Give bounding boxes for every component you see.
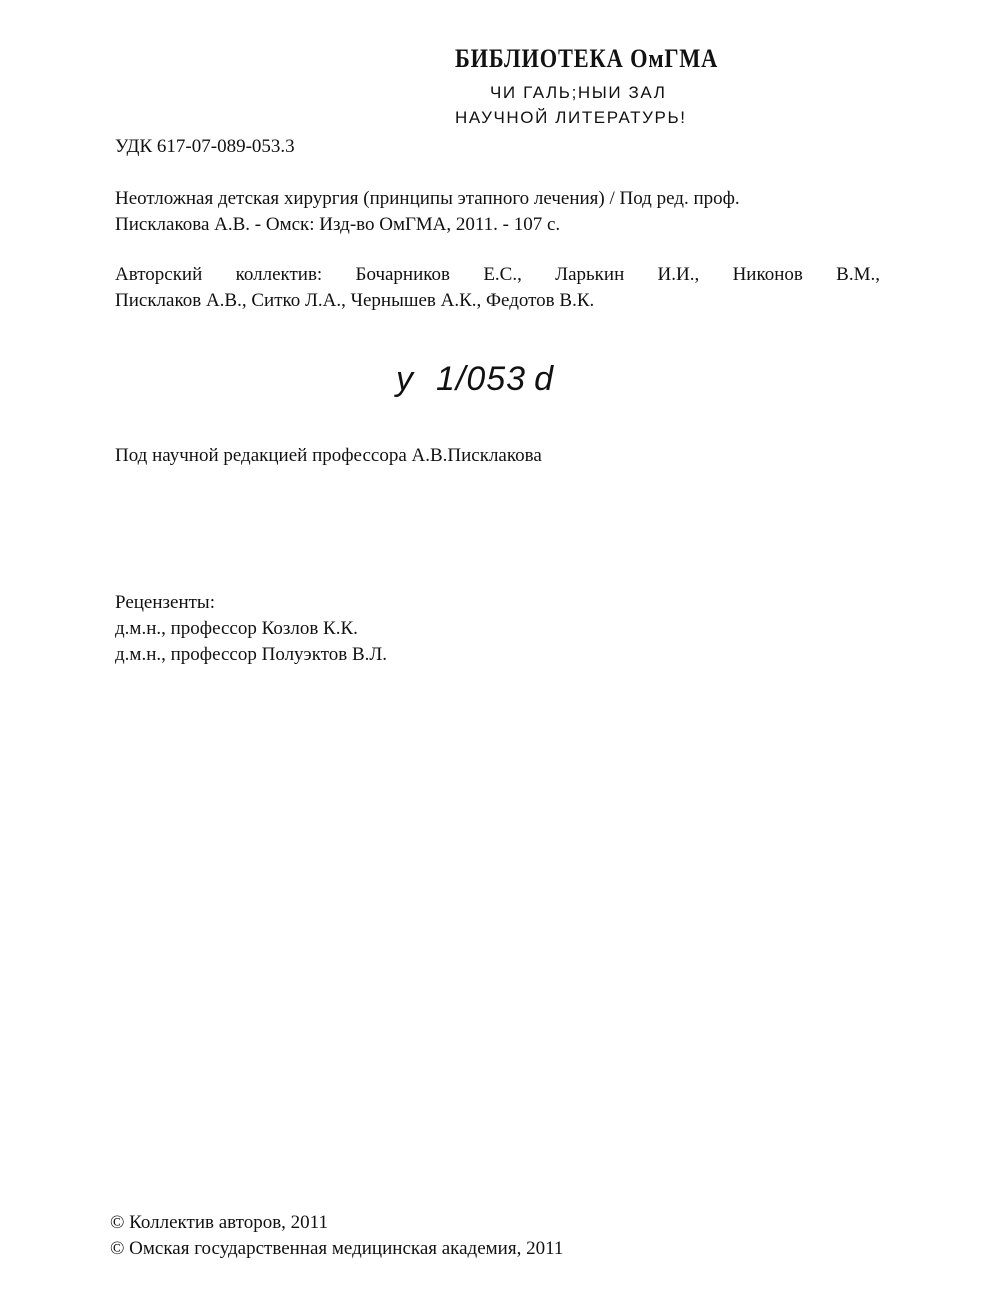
library-stamp-line-1: ЧИ ГАЛЬ;НЫИ ЗАЛ [490,83,667,102]
copyright-line-1: © Коллектив авторов, 2011 [110,1212,328,1233]
authors-line-1: Авторский коллектив: Бочарников Е.С., Ларькин И.И., Никонов В.М., [115,264,880,285]
bibliographic-line-2: Писклакова А.В. - Омск: Изд-во ОмГМА, 2011. - 107 с. [115,214,561,235]
reviewer-1: д.м.н., профессор Козлов К.К. [115,618,358,639]
authors-block [115,262,880,314]
reviewers-block [115,590,387,668]
bibliographic-description [115,186,875,238]
reviewers-heading: Рецензенты: [115,592,215,613]
shelf-mark-part-2: 1/053 [436,360,527,398]
shelf-mark-part-1: у [396,360,414,398]
library-stamp-line-2: НАУЧНОЙ ЛИТЕРАТУРЬ! [455,108,687,127]
copyright-block [110,1210,563,1262]
reviewer-2: д.м.н., профессор Полуэктов В.Л. [115,644,388,665]
scientific-editor: Под научной редакцией профессора А.В.Писклакова [115,445,542,466]
copyright-line-2: © Омская государственная медицинская академия, 2011 [110,1238,564,1259]
shelf-mark [396,360,554,399]
shelf-mark-part-3: d [534,360,555,398]
library-stamp-title: БИБЛИОТЕКА ОмГМА [455,44,719,73]
authors-line-2: Писклаков А.В., Ситко Л.А., Чернышев А.К., Федотов В.К. [115,290,595,311]
udk-code: УДК 617-07-089-053.3 [115,136,295,157]
bibliographic-line-1: Неотложная детская хирургия (принципы этапного лечения) / Под ред. проф. [115,188,740,209]
